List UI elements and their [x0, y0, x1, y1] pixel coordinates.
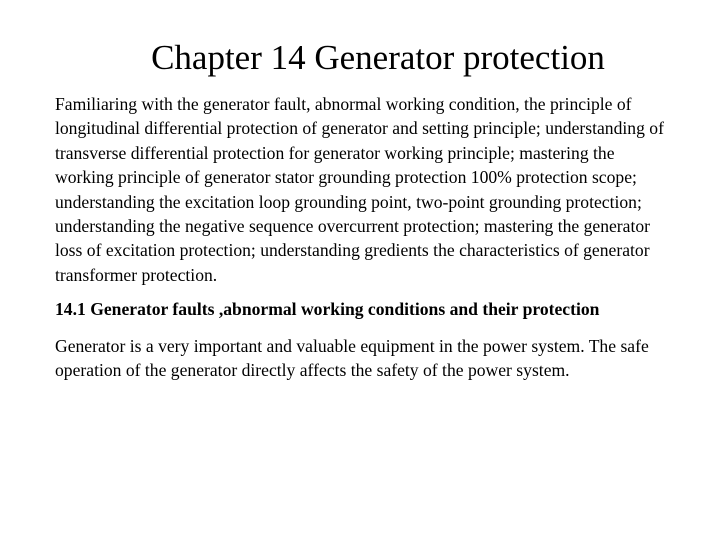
intro-paragraph: Familiaring with the generator fault, abnormal working condition, the principle of longitudinal differential protection of generator and setting principle; understanding of transverse differential protection for generator working principle; mastering the working principle of generator stator grounding protection 100% protection scope; understanding the excitation loop grounding point, two-point grounding protection; understanding the negative sequence overcurrent protection; mastering the generator loss of excitation protection; understanding gredients the characteristics of generator transformer protection. — [55, 94, 664, 285]
section-heading: 14.1 Generator faults ,abnormal working conditions and their protection — [55, 299, 600, 320]
section-paragraph: Generator is a very important and valuable equipment in the power system. The safe operation of the generator directly affects the safety of the power system. — [55, 335, 649, 381]
slide-title: Chapter 14 Generator protection — [151, 38, 605, 77]
slide-body — [55, 92, 675, 382]
